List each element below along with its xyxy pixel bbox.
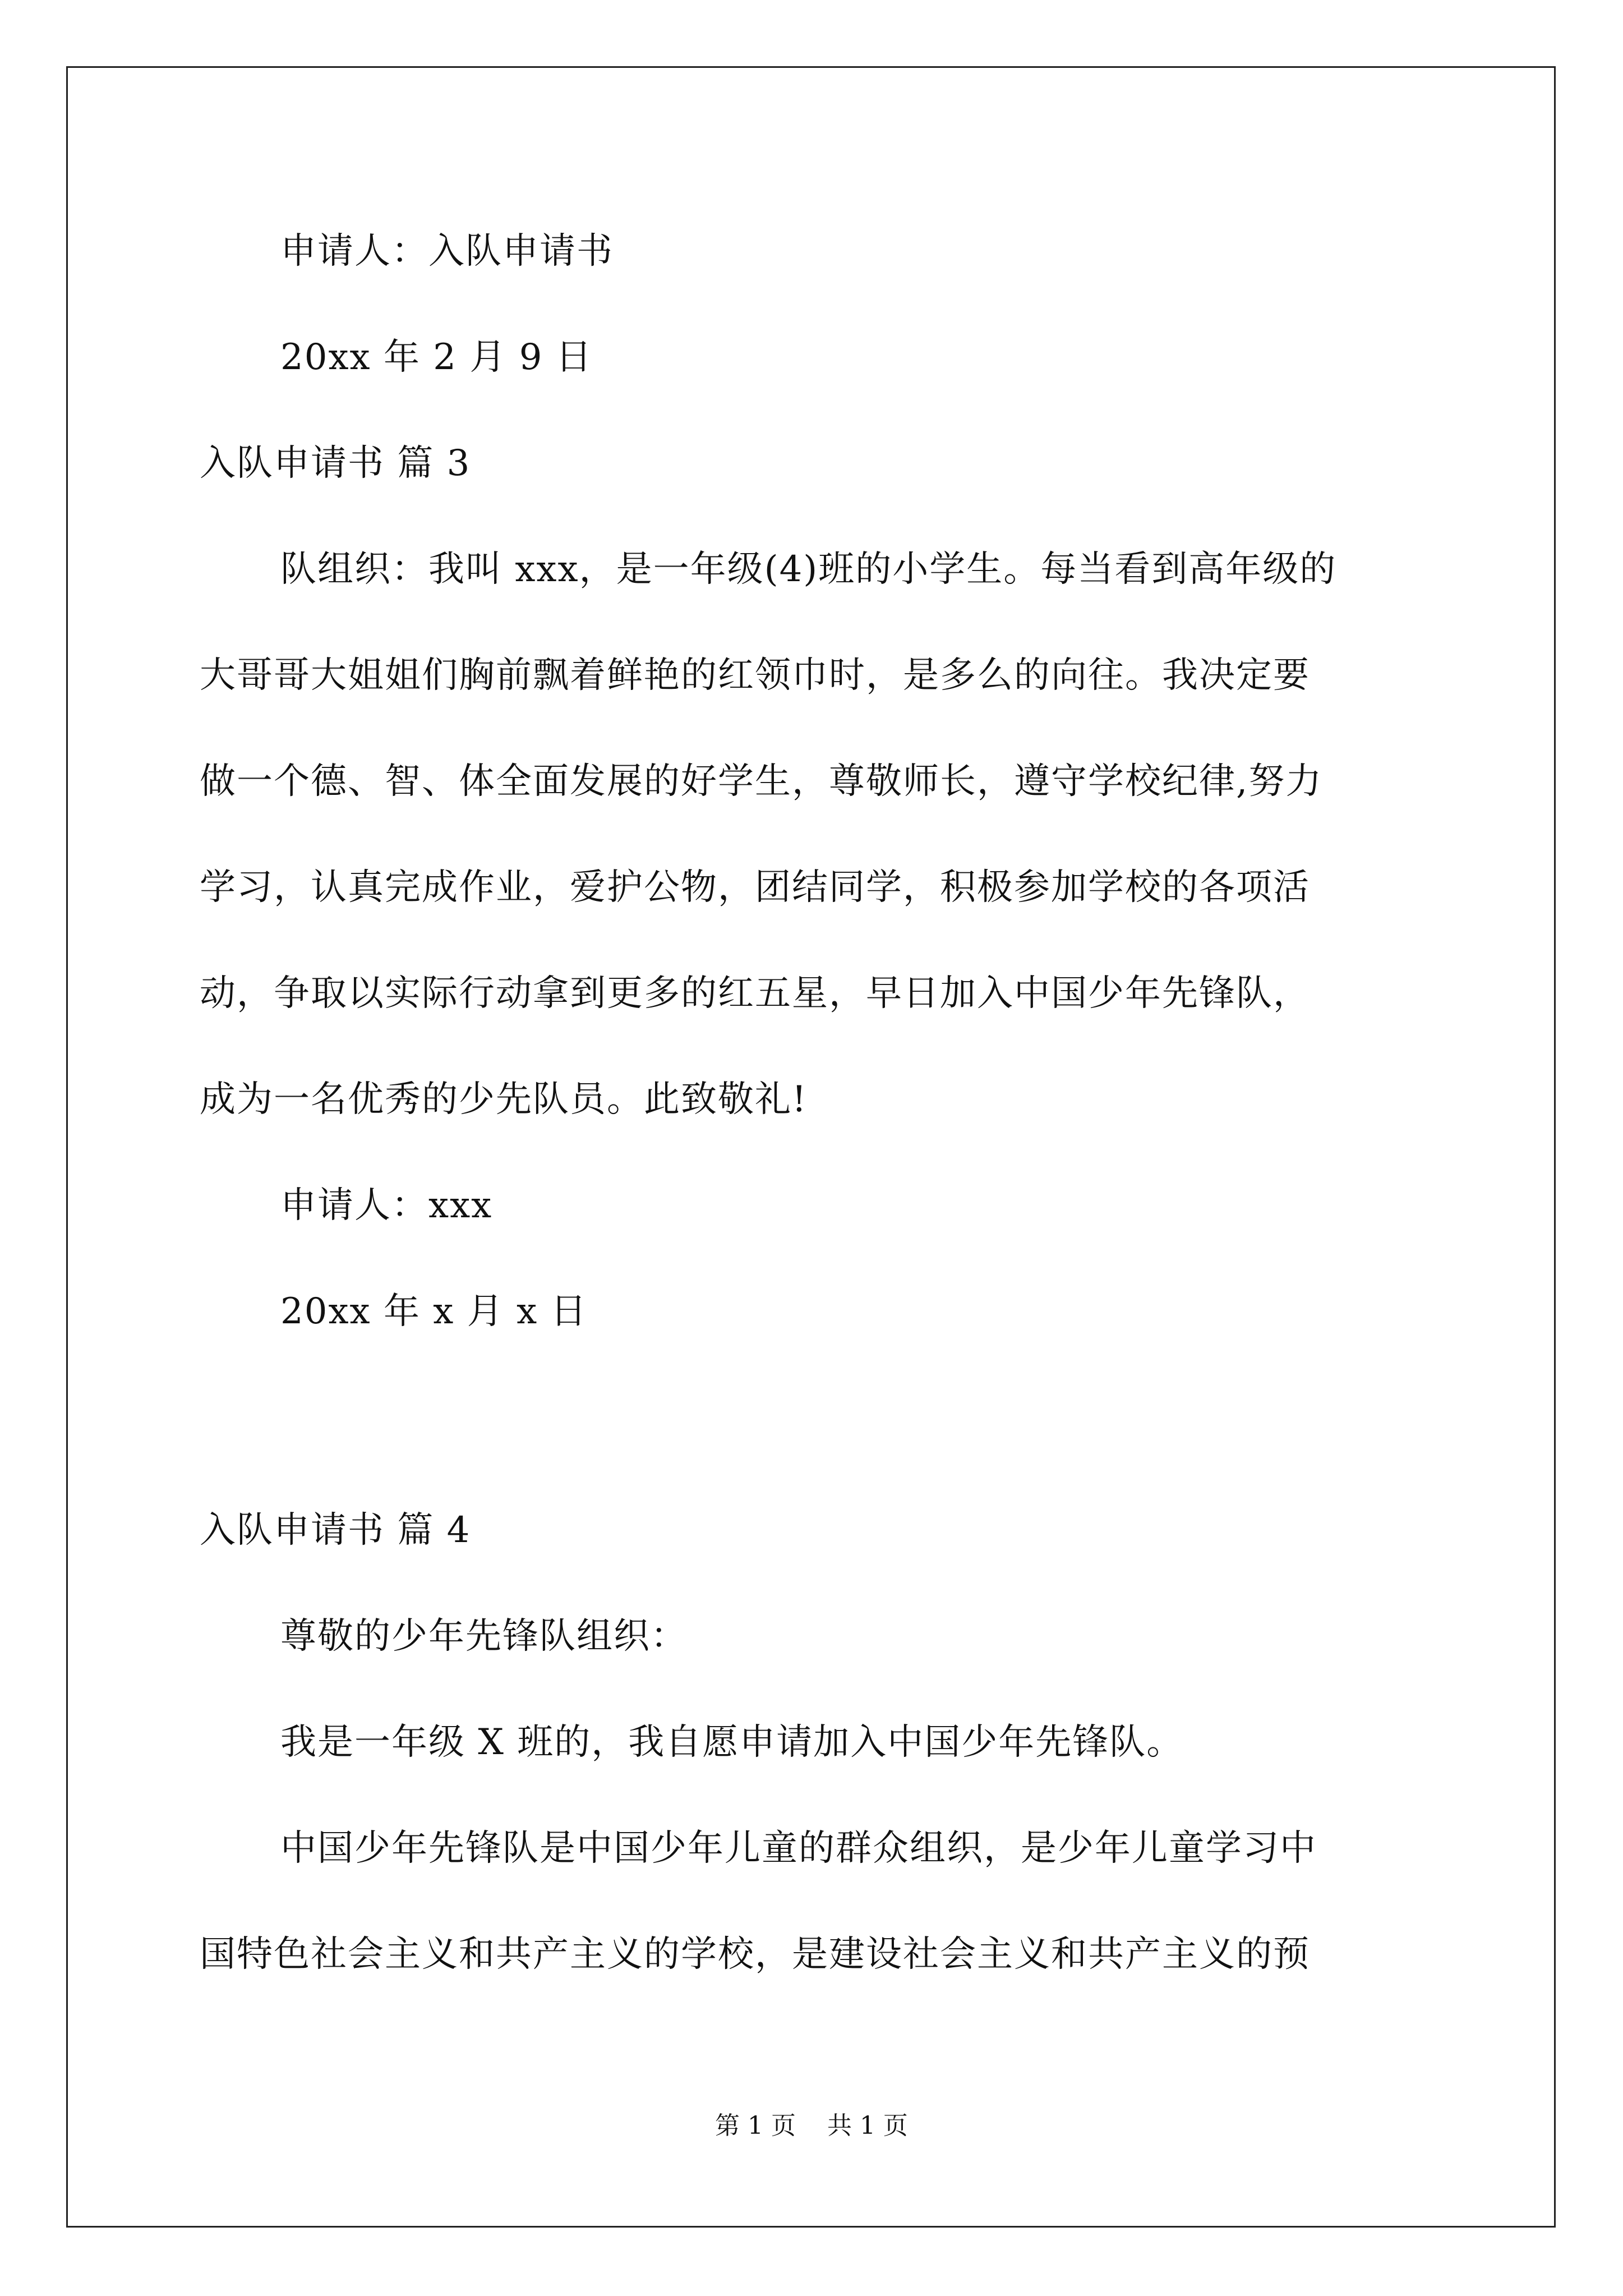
applicant-line: 申请人：入队申请书 [280,231,614,272]
page-border [66,66,1556,2228]
section-heading-4: 入队申请书 篇 4 [200,1510,471,1551]
salutation-line: 尊敬的少年先锋队组织： [280,1616,688,1657]
paragraph-line: 成为一名优秀的少先队员。此致敬礼! [200,1079,808,1120]
applicant-line: 申请人：xxx [280,1185,493,1226]
paragraph-line: 队组织：我叫 xxx，是一年级(4)班的小学生。每当看到高年级的 [280,549,1337,590]
paragraph-line: 中国少年先锋队是中国少年儿童的群众组织，是少年儿童学习中 [280,1828,1317,1869]
date-line: 20xx 年 2 月 9 日 [280,337,593,378]
paragraph-line: 大哥哥大姐姐们胸前飘着鲜艳的红领巾时，是多么的向往。我决定要 [200,655,1310,696]
page-number-footer: 第 1 页 共 1 页 [715,2111,908,2140]
section-heading-3: 入队申请书 篇 3 [200,443,471,484]
paragraph-line: 做一个德、智、体全面发展的好学生，尊敬师长，遵守学校纪律,努力 [200,761,1323,802]
paragraph-line: 动，争取以实际行动拿到更多的红五星，早日加入中国少年先锋队， [200,973,1310,1014]
paragraph-line: 国特色社会主义和共产主义的学校，是建设社会主义和共产主义的预 [200,1934,1310,1975]
paragraph-line: 学习，认真完成作业，爱护公物，团结同学，积极参加学校的各项活 [200,867,1310,908]
paragraph-line: 我是一年级 X 班的，我自愿申请加入中国少年先锋队。 [280,1722,1184,1763]
date-line: 20xx 年 x 月 x 日 [280,1291,588,1332]
